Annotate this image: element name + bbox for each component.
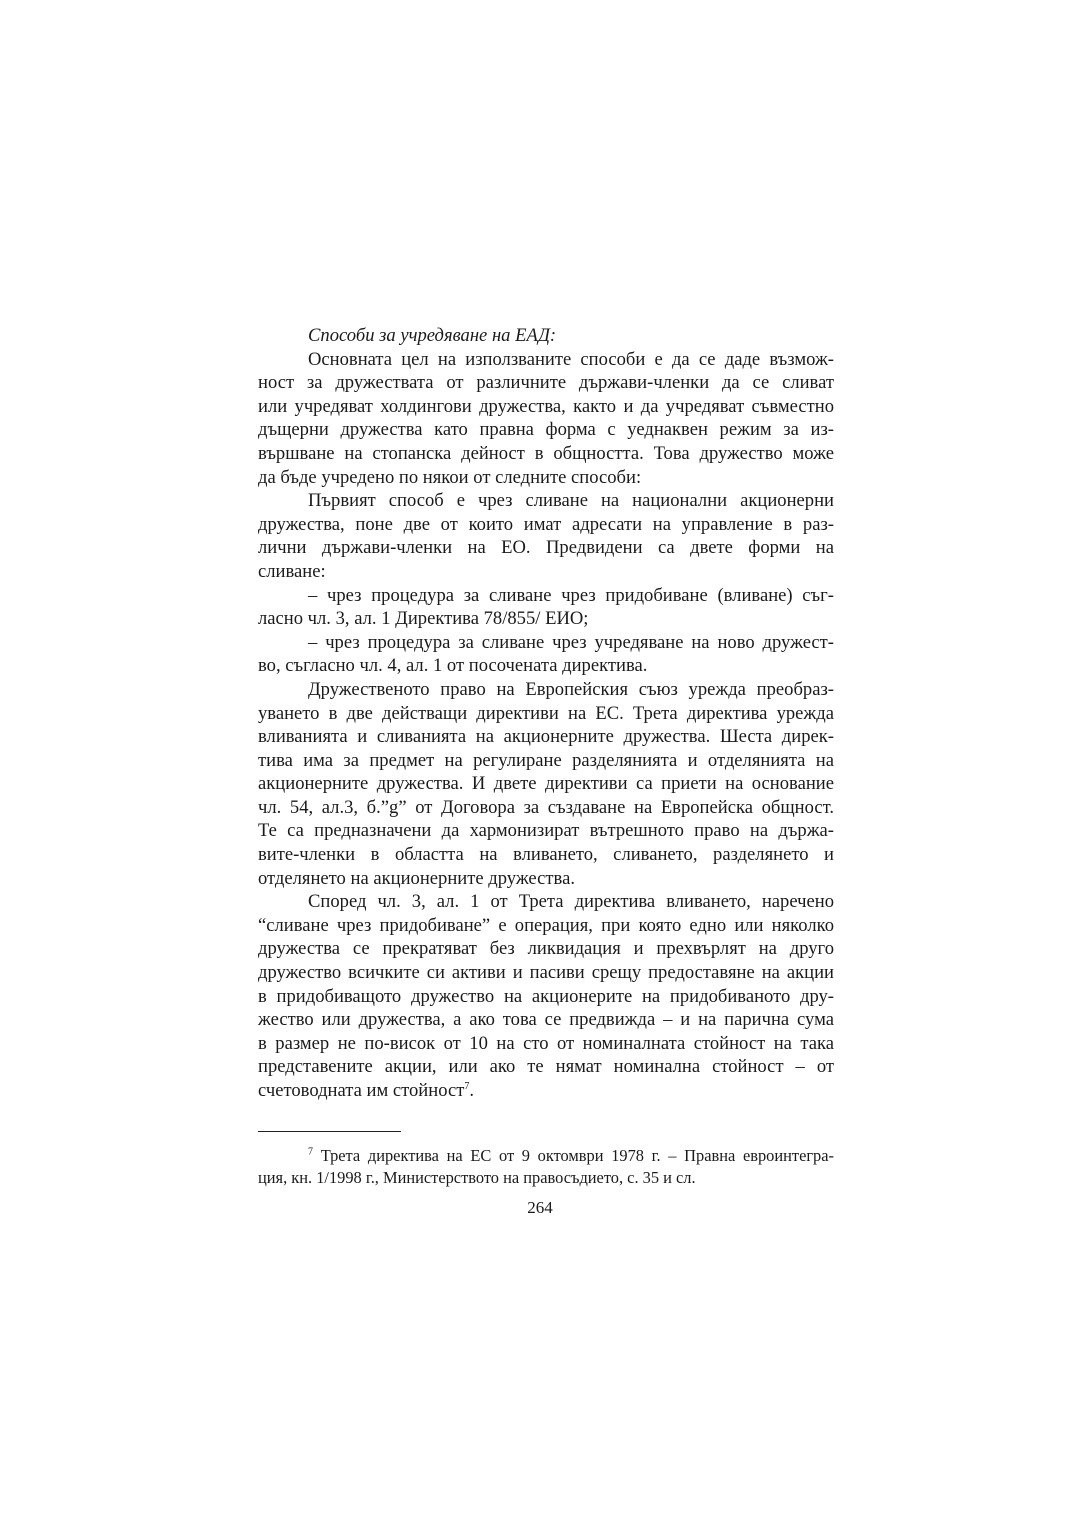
footnote-reference[interactable]: 7 [464,1080,470,1092]
body-line: дружества, поне две от които имат адресати на управление в раз- [258,513,834,535]
body-line: вите-членки в областта на вливането, сливането, разделянето и [258,844,834,866]
body-line: дъщерни дружества като правна форма с уеднаквен режим за из- [258,419,834,441]
body-line: во, съгласно чл. 4, ал. 1 от посочената директива. [258,655,648,677]
body-line: представените акции, или ако те нямат номинална стойност – от [258,1056,834,1078]
body-line: – чрез процедура за сливане чрез учредяване на ново дружест- [308,631,834,653]
body-line: Те са предназначени да хармонизират вътрешното право на държа- [258,820,834,842]
body-line: в придобиващото дружество на акционерите на придобиваното дру- [258,985,834,1007]
footnote-line-1 [258,1145,834,1167]
page-number: 264 [527,1198,553,1217]
body-line: отделянето на акционерните дружества. [258,867,575,889]
body-line: “сливане чрез придобиване” е операция, при която едно или няколко [258,914,834,936]
footnote [258,1145,834,1189]
final-line-text: счетоводната им стойност [258,1080,465,1101]
body-line: Първият способ е чрез сливане на национални акционерни [308,490,834,512]
body-line: акционерните дружества. И двете директиви са приети на основание [258,773,834,795]
body-line: вършване на стопанска дейност в общността. Това дружество може [258,442,834,464]
body-line: в размер не по-висок от 10 на сто от номиналната стойност на така [258,1032,834,1054]
main-text [258,324,834,1103]
body-line: чл. 54, ал.3, б.”g” от Договора за създаване на Европейска общност. [258,796,834,818]
body-line: ност за дружествата от различните държави-членки да се сливат [258,372,834,394]
final-line-end: . [469,1080,475,1101]
body-line: да бъде учредено по някои от следните способи: [258,466,642,488]
body-line: Основната цел на използваните способи е да се даде възмож- [308,348,834,370]
footnote-separator [258,1131,401,1132]
body-line: лични държави-членки на ЕО. Предвидени са двете форми на [258,537,834,559]
footnote-text-1: Трета директива на ЕС от 9 октомври 1978 г. – Правна евроинтегра- [320,1146,834,1165]
body-line: вливанията и сливанията на акционерните дружества. Шеста дирек- [258,726,834,748]
section-heading: Способи за учредяване на ЕАД: [308,325,557,346]
body-paragraphs [258,348,834,1079]
body-line: уването в две действащи директиви на ЕС. Трета директива урежда [258,702,834,724]
body-line: или учредяват холдингови дружества, както и да учредяват съвместно [258,395,834,417]
body-line: Според чл. 3, ал. 1 от Трета директива вливането, наречено [308,891,834,913]
body-line: тива има за предмет на регулиране разделянията и отделянията на [258,749,834,771]
body-line: дружества се прекратяват без ликвидация и прехвърлят на друго [258,938,834,960]
footnote-line-2: ция, кн. 1/1998 г., Министерството на правосъдието, с. 35 и сл. [258,1168,696,1187]
footnote-marker: 7 [308,1146,313,1158]
body-line: – чрез процедура за сливане чрез придобиване (вливане) съг- [308,584,834,606]
body-line: сливане: [258,560,326,582]
body-line-final [258,1079,834,1103]
body-line: жество или дружества, а ако това се предвижда – и на парична сума [258,1009,834,1031]
body-line: Дружественото право на Европейския съюз урежда преобраз- [308,678,834,700]
body-line: ласно чл. 3, ал. 1 Директива 78/855/ ЕИО; [258,608,589,630]
body-line: дружество всичките си активи и пасиви срещу предоставяне на акции [258,962,834,984]
